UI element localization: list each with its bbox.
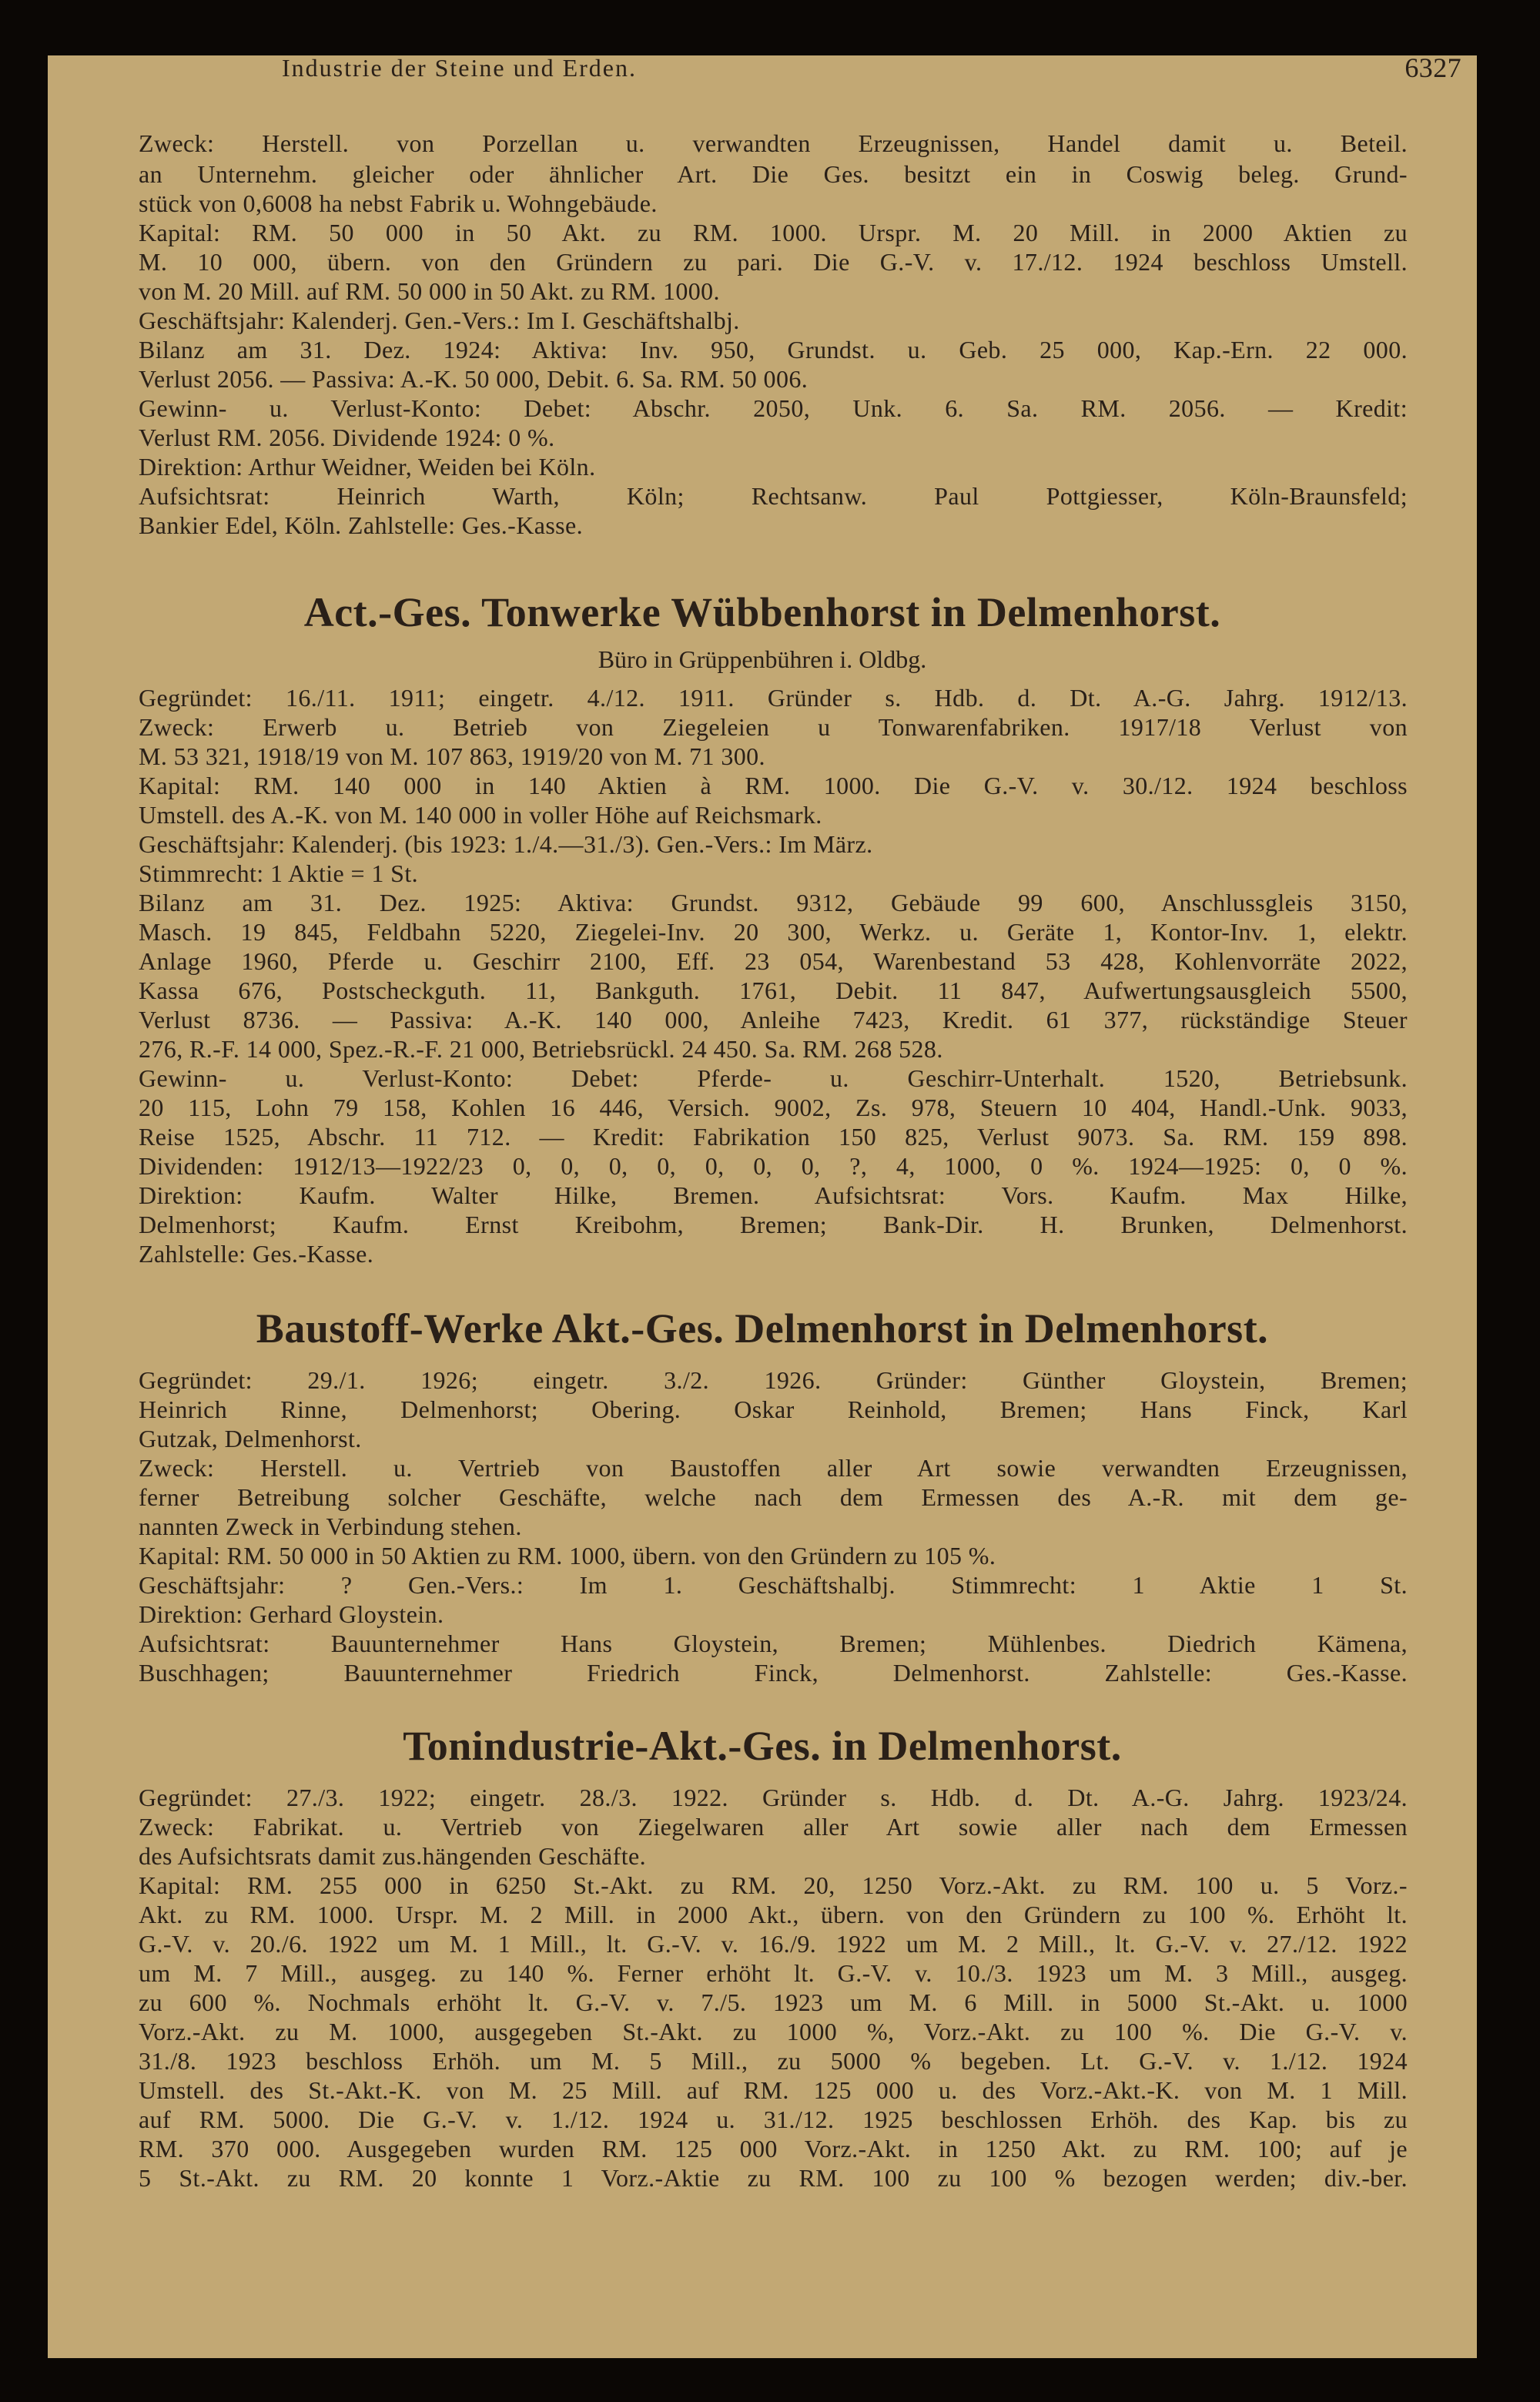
text-line: Umstell. des St.-Akt.-K. von M. 25 Mill. auf RM. 125 000 u. des Vorz.-Akt.-K. von M. 1 Mill. (139, 2076, 1408, 2104)
text-line: G.-V. v. 20./6. 1922 um M. 1 Mill., lt. G.-V. v. 16./9. 1922 um M. 2 Mill., lt. G.-V. v. 27./12. 1922 (139, 1930, 1408, 1958)
text-line: Bilanz am 31. Dez. 1925: Aktiva: Grundst. 9312, Gebäude 99 600, Anschlussgleis 3150, (139, 889, 1408, 916)
text-line: RM. 370 000. Ausgegeben wurden RM. 125 000 Vorz.-Akt. in 1250 Akt. zu RM. 100; auf je (139, 2135, 1408, 2162)
text-line: Kassa 676, Postscheckguth. 11, Bankguth. 1761, Debit. 11 847, Aufwertungsausgleich 5500, (139, 977, 1408, 1004)
book-page (48, 55, 1477, 2358)
company-title: Baustoff-Werke Akt.-Ges. Delmenhorst in Delmenhorst. (256, 1305, 1269, 1352)
text-line: Gegründet: 27./3. 1922; eingetr. 28./3. 1922. Gründer s. Hdb. d. Dt. A.-G. Jahrg. 1923/24. (139, 1784, 1408, 1811)
text-line: Direktion: Arthur Weidner, Weiden bei Köln. (139, 453, 596, 481)
text-line: Vorz.-Akt. zu M. 1000, ausgegeben St.-Akt. zu 1000 %, Vorz.-Akt. zu 100 %. Die G.-V. v. (139, 2018, 1408, 2045)
running-title: Industrie der Steine und Erden. (282, 55, 637, 82)
text-line: Heinrich Rinne, Delmenhorst; Obering. Oskar Reinhold, Bremen; Hans Finck, Karl (139, 1395, 1408, 1423)
text-line: Gutzak, Delmenhorst. (139, 1425, 362, 1452)
text-line: Zweck: Herstell. u. Vertrieb von Baustoffen aller Art sowie verwandten Erzeugnissen, (139, 1454, 1408, 1482)
text-line: des Aufsichtsrats damit zus.hängenden Geschäfte. (139, 1842, 647, 1870)
text-line: 276, R.-F. 14 000, Spez.-R.-F. 21 000, Betriebsrückl. 24 450. Sa. RM. 268 528. (139, 1035, 943, 1063)
text-line: Umstell. des A.-K. von M. 140 000 in voller Höhe auf Reichsmark. (139, 801, 822, 829)
text-line: Geschäftsjahr: Kalenderj. (bis 1923: 1./4.—31./3). Gen.-Vers.: Im März. (139, 830, 873, 858)
text-line: um M. 7 Mill., ausgeg. zu 140 %. Ferner erhöht lt. G.-V. v. 10./3. 1923 um M. 3 Mill., ausgeg. (139, 1959, 1408, 1987)
text-line: Dividenden: 1912/13—1922/23 0, 0, 0, 0, 0, 0, 0, ?, 4, 1000, 0 %. 1924—1925: 0, 0 %. (139, 1152, 1408, 1180)
company-title: Act.-Ges. Tonwerke Wübbenhorst in Delmenhorst. (303, 589, 1221, 635)
text-line: Reise 1525, Abschr. 11 712. — Kredit: Fabrikation 150 825, Verlust 9073. Sa. RM. 159 898. (139, 1123, 1408, 1151)
company-title: Tonindustrie-Akt.-Ges. in Delmenhorst. (403, 1723, 1122, 1769)
page-number: 6327 (1404, 55, 1461, 83)
text-line: ferner Betreibung solcher Geschäfte, welche nach dem Ermessen des A.-R. mit dem ge- (139, 1483, 1408, 1511)
text-line: Zahlstelle: Ges.-Kasse. (139, 1240, 374, 1268)
text-line: Kapital: RM. 140 000 in 140 Aktien à RM. 1000. Die G.-V. v. 30./12. 1924 beschloss (139, 772, 1408, 799)
text-line: Delmenhorst; Kaufm. Ernst Kreibohm, Bremen; Bank-Dir. H. Brunken, Delmenhorst. (139, 1211, 1408, 1238)
text-line: Masch. 19 845, Feldbahn 5220, Ziegelei-Inv. 20 300, Werkz. u. Geräte 1, Kontor-Inv. 1, elektr. (139, 918, 1408, 946)
text-line: Buschhagen; Bauunternehmer Friedrich Finck, Delmenhorst. Zahlstelle: Ges.-Kasse. (139, 1659, 1408, 1687)
text-line: Bilanz am 31. Dez. 1924: Aktiva: Inv. 950, Grundst. u. Geb. 25 000, Kap.-Ern. 22 000. (139, 336, 1408, 363)
text-line: Aufsichtsrat: Bauunternehmer Hans Gloystein, Bremen; Mühlenbes. Diedrich Kämena, (139, 1630, 1408, 1657)
text-line: Geschäftsjahr: ? Gen.-Vers.: Im 1. Geschäftshalbj. Stimmrecht: 1 Aktie 1 St. (139, 1571, 1408, 1599)
text-line: Kapital: RM. 50 000 in 50 Akt. zu RM. 1000. Urspr. M. 20 Mill. in 2000 Aktien zu (139, 219, 1408, 246)
text-line: Zweck: Herstell. von Porzellan u. verwandten Erzeugnissen, Handel damit u. Beteil. (139, 129, 1408, 157)
text-line: zu 600 %. Nochmals erhöht lt. G.-V. v. 7./5. 1923 um M. 6 Mill. in 5000 St.-Akt. u. 1000 (139, 1988, 1408, 2016)
text-line: Gewinn- u. Verlust-Konto: Debet: Abschr. 2050, Unk. 6. Sa. RM. 2056. — Kredit: (139, 394, 1408, 422)
company-subtitle: Büro in Grüppenbühren i. Oldbg. (598, 645, 927, 673)
text-line: Verlust RM. 2056. Dividende 1924: 0 %. (139, 424, 555, 451)
text-line: nannten Zweck in Verbindung stehen. (139, 1513, 522, 1540)
text-line: M. 53 321, 1918/19 von M. 107 863, 1919/20 von M. 71 300. (139, 742, 765, 770)
text-line: Verlust 2056. — Passiva: A.-K. 50 000, Debit. 6. Sa. RM. 50 006. (139, 365, 808, 393)
text-line: Gegründet: 16./11. 1911; eingetr. 4./12. 1911. Gründer s. Hdb. d. Dt. A.-G. Jahrg. 1912/13. (139, 684, 1408, 712)
text-line: Kapital: RM. 50 000 in 50 Aktien zu RM. 1000, übern. von den Gründern zu 105 %. (139, 1542, 996, 1570)
text-line: Gewinn- u. Verlust-Konto: Debet: Pferde- u. Geschirr-Unterhalt. 1520, Betriebsunk. (139, 1064, 1408, 1092)
text-line: von M. 20 Mill. auf RM. 50 000 in 50 Akt. zu RM. 1000. (139, 277, 720, 305)
text-line: stück von 0,6008 ha nebst Fabrik u. Wohngebäude. (139, 189, 658, 217)
text-line: Akt. zu RM. 1000. Urspr. M. 2 Mill. in 2000 Akt., übern. von den Gründern zu 100 %. Erhöht lt. (139, 1901, 1408, 1928)
text-line: Anlage 1960, Pferde u. Geschirr 2100, Eff. 23 054, Warenbestand 53 428, Kohlenvorräte 2022, (139, 947, 1408, 975)
text-line: an Unternehm. gleicher oder ähnlicher Art. Die Ges. besitzt ein in Coswig beleg. Grund- (139, 160, 1408, 188)
text-line: Bankier Edel, Köln. Zahlstelle: Ges.-Kasse. (139, 511, 584, 539)
text-line: Zweck: Erwerb u. Betrieb von Ziegeleien u Tonwarenfabriken. 1917/18 Verlust von (139, 713, 1408, 741)
text-line: Direktion: Kaufm. Walter Hilke, Bremen. Aufsichtsrat: Vors. Kaufm. Max Hilke, (139, 1181, 1408, 1209)
text-line: Gegründet: 29./1. 1926; eingetr. 3./2. 1926. Gründer: Günther Gloystein, Bremen; (139, 1366, 1408, 1394)
text-line: Stimmrecht: 1 Aktie = 1 St. (139, 859, 419, 887)
text-line: Verlust 8736. — Passiva: A.-K. 140 000, Anleihe 7423, Kredit. 61 377, rückständige Steuer (139, 1006, 1408, 1033)
text-line: Direktion: Gerhard Gloystein. (139, 1600, 444, 1628)
text-line: Kapital: RM. 255 000 in 6250 St.-Akt. zu RM. 20, 1250 Vorz.-Akt. zu RM. 100 u. 5 Vorz.- (139, 1871, 1408, 1899)
text-line: 31./8. 1923 beschloss Erhöh. um M. 5 Mill., zu 5000 % begeben. Lt. G.-V. v. 1./12. 1924 (139, 2047, 1408, 2075)
text-line: Aufsichtsrat: Heinrich Warth, Köln; Rechtsanw. Paul Pottgiesser, Köln-Braunsfeld; (139, 482, 1408, 510)
text-line: 20 115, Lohn 79 158, Kohlen 16 446, Versich. 9002, Zs. 978, Steuern 10 404, Handl.-Unk. 9033, (139, 1094, 1408, 1121)
text-line: Zweck: Fabrikat. u. Vertrieb von Ziegelwaren aller Art sowie aller nach dem Ermessen (139, 1813, 1408, 1841)
text-line: M. 10 000, übern. von den Gründern zu pari. Die G.-V. v. 17./12. 1924 beschloss Umstell. (139, 248, 1408, 276)
text-line: auf RM. 5000. Die G.-V. v. 1./12. 1924 u. 31./12. 1925 beschlossen Erhöh. des Kap. bis zu (139, 2106, 1408, 2133)
text-line: Geschäftsjahr: Kalenderj. Gen.-Vers.: Im I. Geschäftshalbj. (139, 307, 740, 334)
text-line: 5 St.-Akt. zu RM. 20 konnte 1 Vorz.-Aktie zu RM. 100 zu 100 % bezogen werden; div.-ber. (139, 2164, 1408, 2192)
